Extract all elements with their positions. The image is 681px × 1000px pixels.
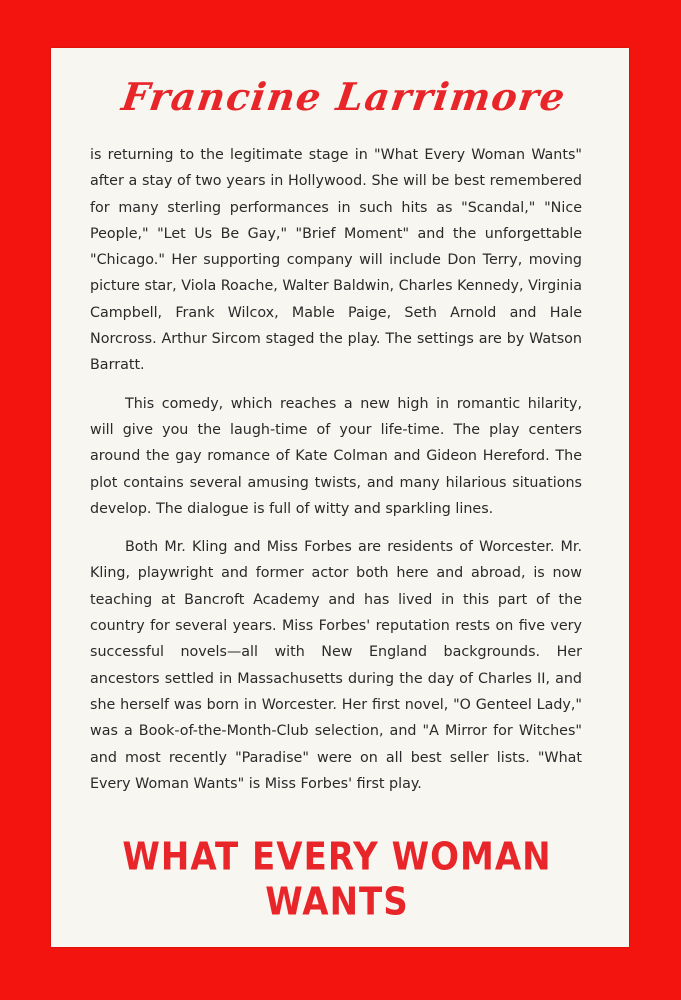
actress-name-title: Francine Larrimore (118, 74, 570, 119)
paragraph-comedy: This comedy, which reaches a new high in romantic hilarity, will give you the laugh-time of your life-time. The play centers around the gay romance of Kate Colman and Gideon Hereford. The plot contains several amusing twists, and many hilarious situations develop. The dialogue is full of witty and sparkling lines. (90, 395, 582, 517)
paragraph-authors: Both Mr. Kling and Miss Forbes are residents of Worcester. Mr. Kling, playwright and former actor both here and abroad, is now teaching at Bancroft Academy and has lived in this part of the country for several years. Miss Forbes' reputation rests on five very successful novels—all with New England backgrounds. Her ancestors settled in Massachusetts during the day of Charles II, and she herself was born in Worcester. Her first novel, "O Genteel Lady," was a Book-of-the-Month-Club selection, and "A Mirror for Witches" and most recently "Paradise" were on all best seller lists. "What Every Woman Wants" is Miss Forbes' first play. (90, 539, 582, 792)
paragraph-intro: is returning to the legitimate stage in "What Every Woman Wants" after a stay of two years in Hollywood. She will be best remembered for many sterling performances in such hits as "Scandal," "Nice People," "Let Us Be Gay," "Brief Moment" and the unforgettable "Chicago." Her supporting company will include Don Terry, moving picture star, Viola Roache, Walter Baldwin, Charles Kennedy, Virginia Campbell, Frank Wilcox, Mable Paige, Seth Arnold and Hale Norcross. Arthur Sircom staged the play. The settings are by Watson Barratt. (90, 147, 582, 374)
flyer-page (51, 48, 629, 947)
body-text (90, 142, 582, 797)
play-title-headline: WHAT EVERY WOMAN WANTS (122, 835, 552, 925)
